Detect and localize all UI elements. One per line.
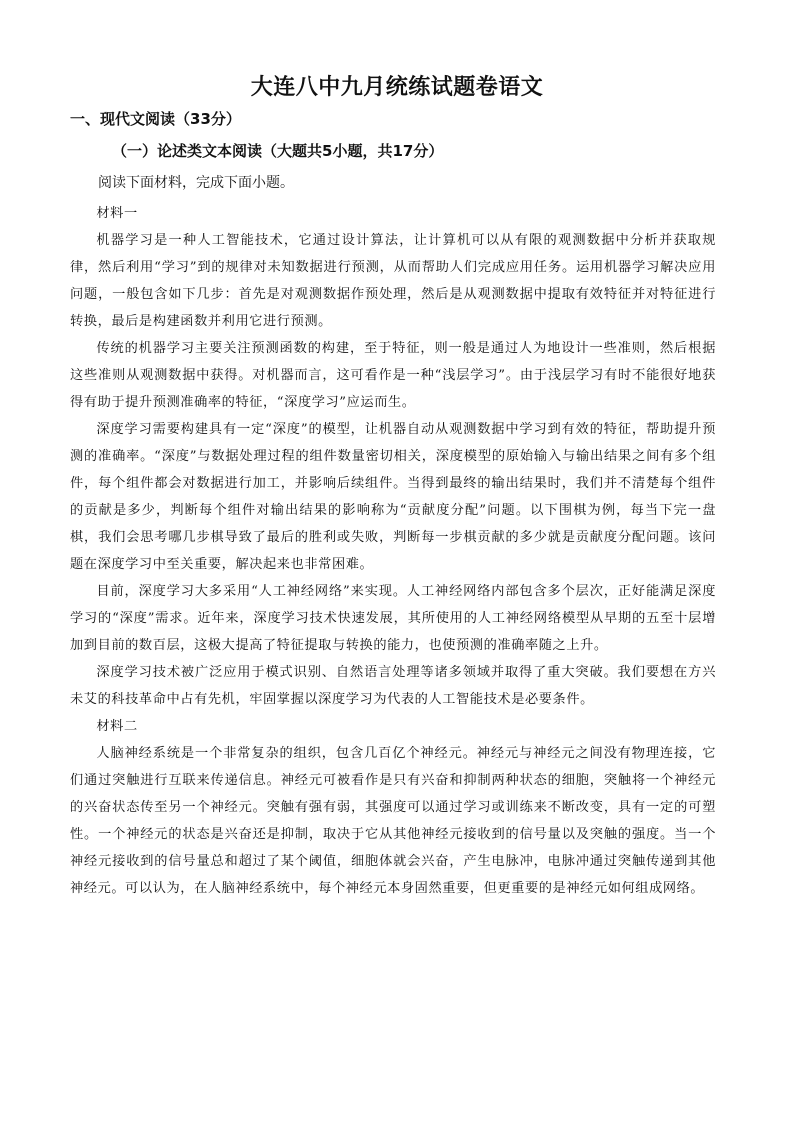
passage-body — [70, 200, 716, 902]
material-2-label: 材料二 — [96, 719, 138, 734]
material-1-paragraph: 传统的机器学习主要关注预测函数的构建，至于特征，则一般是通过人为地设计一些准则，然后根据这些准则从观测数据中获得。对机器而言，这可看作是一种“浅层学习”。由于浅层学习有时不能很好地获得有助于提升预测准确率的特征，“深度学习”应运而生。 — [70, 341, 716, 410]
material-1-paragraph: 机器学习是一种人工智能技术，它通过设计算法，让计算机可以从有限的观测数据中分析并获取规律，然后利用“学习”到的规律对未知数据进行预测，从而帮助人们完成应用任务。运用机器学习解决应用问题，一般包含如下几步：首先是对观测数据作预处理，然后是从观测数据中提取有效特征并对特征进行转换，最后是构建函数并利用它进行预测。 — [70, 233, 716, 329]
material-1-label: 材料一 — [96, 206, 138, 221]
material-1-paragraph: 目前，深度学习大多采用“人工神经网络”来实现。人工神经网络内部包含多个层次，正好能满足深度学习的“深度”需求。近年来，深度学习技术快速发展，其所使用的人工神经网络模型从早期的五至十层增加到目前的数百层，这极大提高了特征提取与转换的能力，也使预测的准确率随之上升。 — [70, 584, 716, 653]
material-1-paragraph: 深度学习技术被广泛应用于模式识别、自然语言处理等诸多领域并取得了重大突破。我们要想在方兴未艾的科技革命中占有先机，牢固掌握以深度学习为代表的人工智能技术是必要条件。 — [70, 665, 716, 707]
material-2-paragraph: 人脑神经系统是一个非常复杂的组织，包含几百亿个神经元。神经元与神经元之间没有物理连接，它们通过突触进行互联来传递信息。神经元可被看作是只有兴奋和抑制两种状态的细胞，突触将一个神经元的兴奋状态传至另一个神经元。突触有强有弱，其强度可以通过学习或训练来不断改变，具有一定的可塑性。一个神经元的状态是兴奋还是抑制，取决于它从其他神经元接收到的信号量以及突触的强度。当一个神经元接收到的信号量总和超过了某个阈值，细胞体就会兴奋，产生电脉冲，电脉冲通过突触传递到其他神经元。可以认为，在人脑神经系统中，每个神经元本身固然重要，但更重要的是神经元如何组成网络。 — [70, 746, 716, 896]
subsection-heading: （一）论述类文本阅读（大题共5小题，共17分） — [112, 142, 444, 160]
reading-instruction: 阅读下面材料，完成下面小题。 — [98, 175, 294, 191]
page-title: 大连八中九月统练试题卷语文 — [250, 75, 544, 100]
section-heading: 一、现代文阅读（33分） — [70, 110, 241, 128]
material-1-paragraph: 深度学习需要构建具有一定“深度”的模型，让机器自动从观测数据中学习到有效的特征，帮助提升预测的准确率。“深度”与数据处理过程的组件数量密切相关，深度模型的原始输入与输出结果之间有多个组件，每个组件都会对数据进行加工，并影响后续组件。当得到最终的输出结果时，我们并不清楚每个组件的贡献是多少，判断每个组件对输出结果的影响称为“贡献度分配”问题。以下围棋为例，每当下完一盘棋，我们会思考哪几步棋导致了最后的胜利或失败，判断每一步棋贡献的多少就是贡献度分配问题。该问题在深度学习中至关重要，解决起来也非常困难。 — [70, 422, 716, 572]
